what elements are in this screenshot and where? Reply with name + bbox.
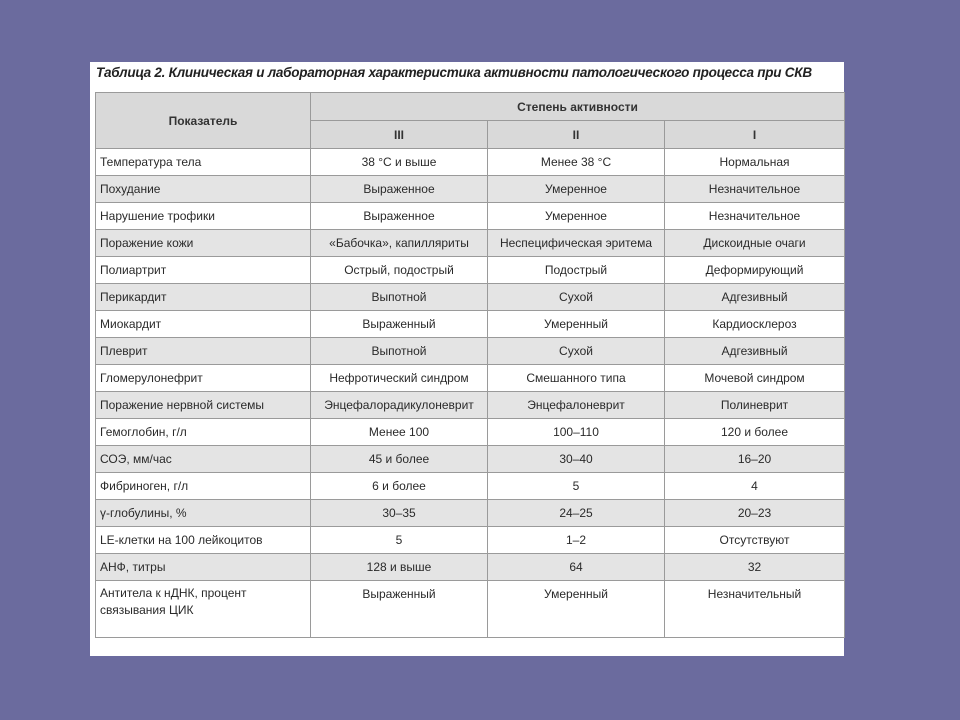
- value-cell-degree-2: Сухой: [488, 284, 665, 311]
- value-cell-degree-2: Сухой: [488, 338, 665, 365]
- value-cell-degree-1: 4: [665, 473, 845, 500]
- param-cell: LE-клетки на 100 лейкоцитов: [96, 527, 311, 554]
- table-row: [96, 284, 845, 311]
- value-cell-degree-2: Смешанного типа: [488, 365, 665, 392]
- value-cell-degree-1: 32: [665, 554, 845, 581]
- value-cell-degree-1: Адгезивный: [665, 284, 845, 311]
- value-cell-degree-3: Менее 100: [311, 419, 488, 446]
- activity-table: [95, 92, 845, 638]
- table-row: [96, 419, 845, 446]
- value-cell-degree-1: 16–20: [665, 446, 845, 473]
- table-row: [96, 392, 845, 419]
- value-cell-degree-3: Выраженное: [311, 176, 488, 203]
- value-cell-degree-2: 1–2: [488, 527, 665, 554]
- value-cell-degree-1: Нормальная: [665, 149, 845, 176]
- value-cell-degree-1: Деформирующий: [665, 257, 845, 284]
- value-cell-degree-1: Дискоидные очаги: [665, 230, 845, 257]
- param-cell: Антитела к нДНК, процент связывания ЦИК: [96, 581, 311, 638]
- degree-header-2: II: [488, 121, 665, 149]
- table-row: [96, 527, 845, 554]
- value-cell-degree-2: 30–40: [488, 446, 665, 473]
- table-row: [96, 257, 845, 284]
- value-cell-degree-2: 5: [488, 473, 665, 500]
- value-cell-degree-3: Энцефалорадикулоневрит: [311, 392, 488, 419]
- value-cell-degree-3: Выпотной: [311, 284, 488, 311]
- table-row: [96, 338, 845, 365]
- table-row: [96, 149, 845, 176]
- value-cell-degree-1: Полиневрит: [665, 392, 845, 419]
- value-cell-degree-3: Выпотной: [311, 338, 488, 365]
- param-cell: Плеврит: [96, 338, 311, 365]
- table-row: [96, 230, 845, 257]
- param-cell: Температура тела: [96, 149, 311, 176]
- value-cell-degree-2: 64: [488, 554, 665, 581]
- value-cell-degree-3: 30–35: [311, 500, 488, 527]
- value-cell-degree-2: Умеренное: [488, 176, 665, 203]
- table-header: [96, 93, 845, 149]
- value-cell-degree-1: Незначительный: [665, 581, 845, 638]
- slide-page: [90, 62, 844, 656]
- table-row: [96, 581, 845, 638]
- table-row: [96, 500, 845, 527]
- value-cell-degree-2: Менее 38 °С: [488, 149, 665, 176]
- value-cell-degree-2: Энцефалоневрит: [488, 392, 665, 419]
- value-cell-degree-3: 38 °С и выше: [311, 149, 488, 176]
- value-cell-degree-2: Умеренное: [488, 203, 665, 230]
- param-cell: АНФ, титры: [96, 554, 311, 581]
- param-cell: Перикардит: [96, 284, 311, 311]
- param-cell: Миокардит: [96, 311, 311, 338]
- value-cell-degree-1: Кардиосклероз: [665, 311, 845, 338]
- table-row: [96, 554, 845, 581]
- value-cell-degree-2: Умеренный: [488, 311, 665, 338]
- param-cell: Поражение кожи: [96, 230, 311, 257]
- table-title: Таблица 2. Клиническая и лабораторная характеристика активности патологического процесса при СКВ: [96, 65, 812, 80]
- table-row: [96, 446, 845, 473]
- value-cell-degree-3: Выраженный: [311, 311, 488, 338]
- param-cell: Гемоглобин, г/л: [96, 419, 311, 446]
- value-cell-degree-2: Подострый: [488, 257, 665, 284]
- value-cell-degree-2: Умеренный: [488, 581, 665, 638]
- param-column-header: Показатель: [96, 93, 311, 149]
- value-cell-degree-3: Выраженный: [311, 581, 488, 638]
- param-cell: СОЭ, мм/час: [96, 446, 311, 473]
- value-cell-degree-3: 6 и более: [311, 473, 488, 500]
- value-cell-degree-2: 24–25: [488, 500, 665, 527]
- value-cell-degree-1: Незначительное: [665, 176, 845, 203]
- table-row: [96, 311, 845, 338]
- value-cell-degree-3: «Бабочка», капилляриты: [311, 230, 488, 257]
- param-cell: Нарушение трофики: [96, 203, 311, 230]
- param-cell: Гломерулонефрит: [96, 365, 311, 392]
- param-cell: γ-глобулины, %: [96, 500, 311, 527]
- value-cell-degree-3: Выраженное: [311, 203, 488, 230]
- degree-header-1: I: [665, 121, 845, 149]
- table-row: [96, 176, 845, 203]
- value-cell-degree-1: Незначительное: [665, 203, 845, 230]
- value-cell-degree-3: 45 и более: [311, 446, 488, 473]
- value-cell-degree-3: Острый, подострый: [311, 257, 488, 284]
- value-cell-degree-1: 20–23: [665, 500, 845, 527]
- table-row: [96, 203, 845, 230]
- value-cell-degree-1: Адгезивный: [665, 338, 845, 365]
- value-cell-degree-2: 100–110: [488, 419, 665, 446]
- value-cell-degree-2: Неспецифическая эритема: [488, 230, 665, 257]
- param-cell: Похудание: [96, 176, 311, 203]
- degree-header-3: III: [311, 121, 488, 149]
- param-cell: Фибриноген, г/л: [96, 473, 311, 500]
- table-body: [96, 149, 845, 638]
- value-cell-degree-1: 120 и более: [665, 419, 845, 446]
- value-cell-degree-1: Отсутствуют: [665, 527, 845, 554]
- value-cell-degree-3: 5: [311, 527, 488, 554]
- value-cell-degree-3: Нефротический синдром: [311, 365, 488, 392]
- value-cell-degree-3: 128 и выше: [311, 554, 488, 581]
- table-row: [96, 473, 845, 500]
- value-cell-degree-1: Мочевой синдром: [665, 365, 845, 392]
- activity-degree-header: Степень активности: [311, 93, 845, 121]
- param-cell: Полиартрит: [96, 257, 311, 284]
- param-cell: Поражение нервной системы: [96, 392, 311, 419]
- table-row: [96, 365, 845, 392]
